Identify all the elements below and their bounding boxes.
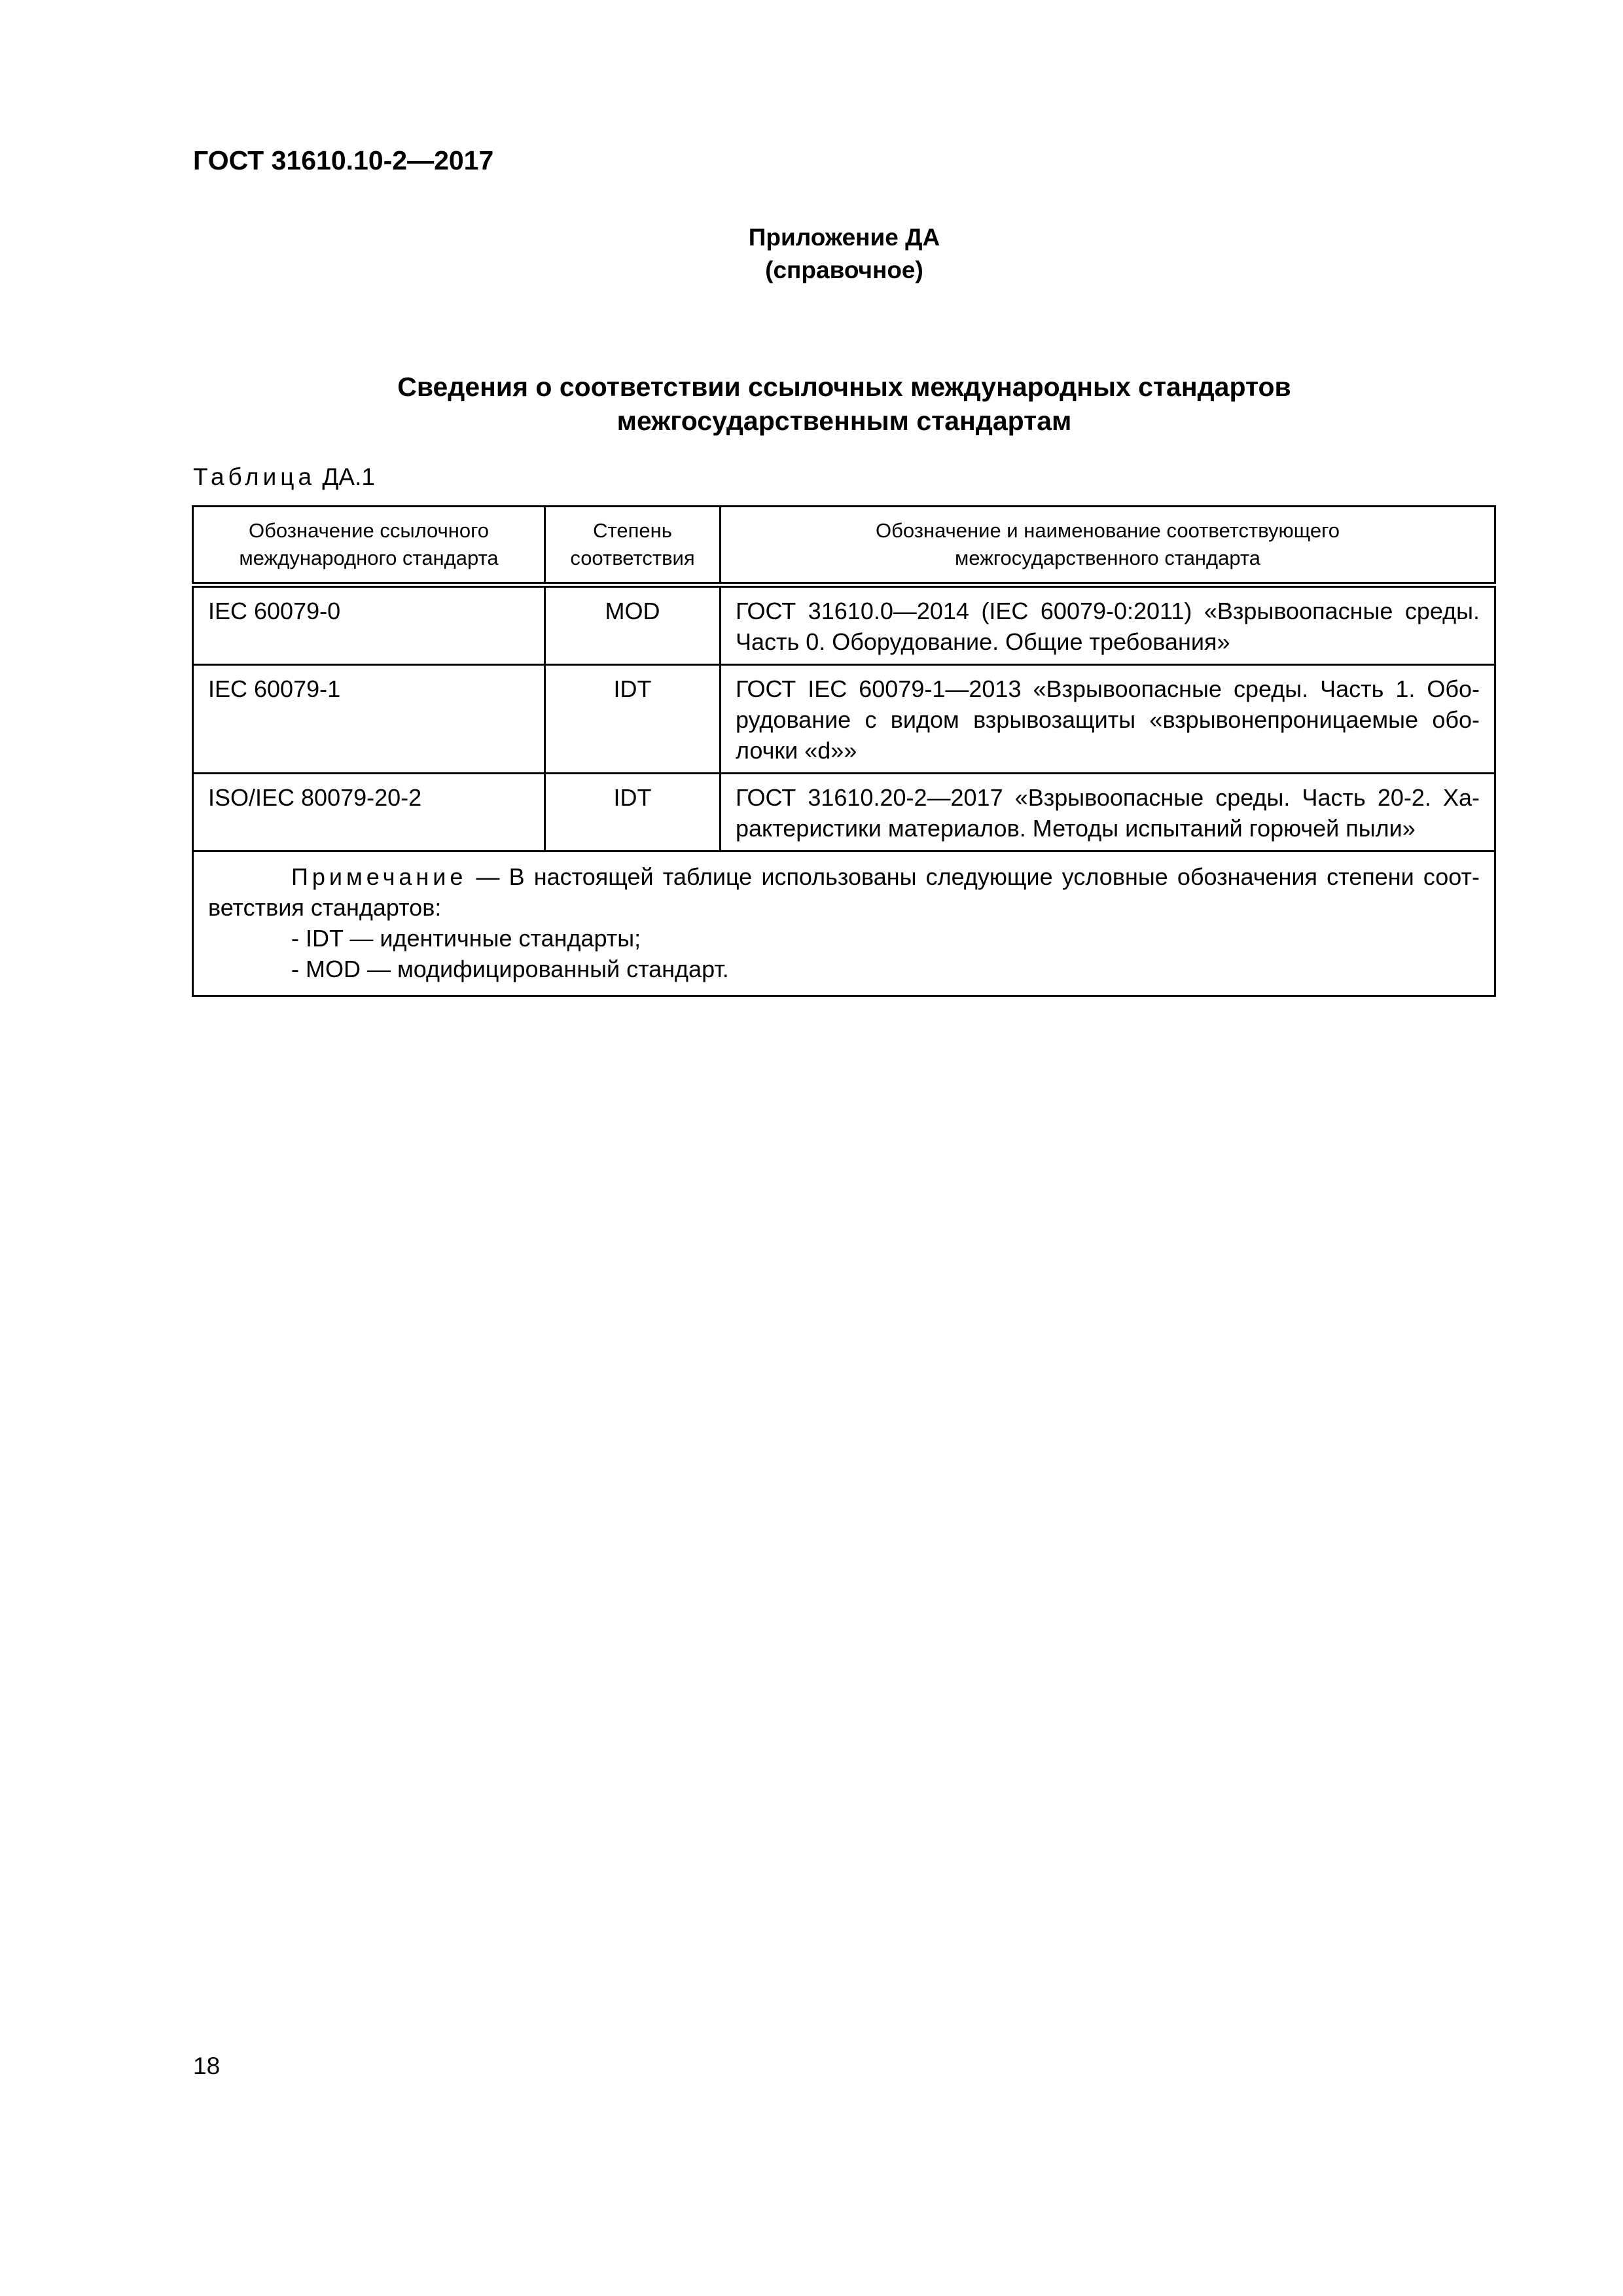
document-code: ГОСТ 31610.10-2—2017 [193, 145, 494, 175]
section-title-line2: межгосударственным стандартам [616, 406, 1072, 436]
column-header-interstate [721, 507, 1495, 585]
cell-degree: IDT [545, 774, 721, 852]
note-item-idt: - IDT — идентичные стандарты; [291, 925, 641, 952]
section-title [193, 370, 1495, 438]
table-header-row [193, 507, 1495, 585]
table-note [193, 852, 1495, 996]
cell-international-standard: ISO/IEC 80079-20-2 [193, 774, 545, 852]
table-caption [193, 463, 375, 491]
table-row [193, 665, 1495, 774]
column-header-degree [545, 507, 721, 585]
column-header-line: межгосударственного стандарта [954, 547, 1261, 569]
cell-degree: IDT [545, 665, 721, 774]
note-item-mod: - MOD — модифицированный стандарт. [291, 956, 729, 982]
table-row [193, 774, 1495, 852]
table-caption-word: Таблица [193, 463, 316, 490]
table-note-row [193, 852, 1495, 996]
column-header-line: соответствия [570, 547, 695, 569]
note-body: — В настоящей таблице использованы следующие условные обозначения степени соответствия стандартов: [208, 863, 1480, 921]
column-header-line: Степень [593, 519, 672, 542]
column-header-line: Обозначение ссылочного [249, 519, 489, 542]
cell-interstate-standard: ГОСТ IEC 60079-1—2013 «Взрывоопасные среды. Часть 1. Оборудование с видом взрывозащиты «взрывонепроницаемые оболочки «d»» [721, 665, 1495, 774]
page-number: 18 [193, 2053, 221, 2079]
appendix-heading [654, 221, 1034, 287]
cell-international-standard: IEC 60079-1 [193, 665, 545, 774]
cell-degree: MOD [545, 585, 721, 665]
section-title-line1: Сведения о соответствии ссылочных международных стандартов [397, 372, 1291, 402]
column-header-international [193, 507, 545, 585]
table-caption-number: ДА.1 [322, 463, 375, 490]
table-row [193, 585, 1495, 665]
appendix-type: (справочное) [765, 257, 923, 283]
cell-international-standard: IEC 60079-0 [193, 585, 545, 665]
column-header-line: международного стандарта [239, 547, 499, 569]
column-header-line: Обозначение и наименование соответствующего [875, 519, 1340, 542]
cell-interstate-standard: ГОСТ 31610.20-2—2017 «Взрывоопасные среды. Часть 20-2. Характеристики материалов. Методы испытаний горючей пыли» [721, 774, 1495, 852]
cell-interstate-standard: ГОСТ 31610.0—2014 (IEC 60079-0:2011) «Взрывоопасные среды. Часть 0. Оборудование. Общие требования» [721, 585, 1495, 665]
note-text [208, 861, 1480, 923]
note-label: Примечание [291, 863, 467, 890]
standards-correspondence-table [192, 505, 1496, 997]
appendix-title: Приложение ДА [748, 224, 940, 251]
